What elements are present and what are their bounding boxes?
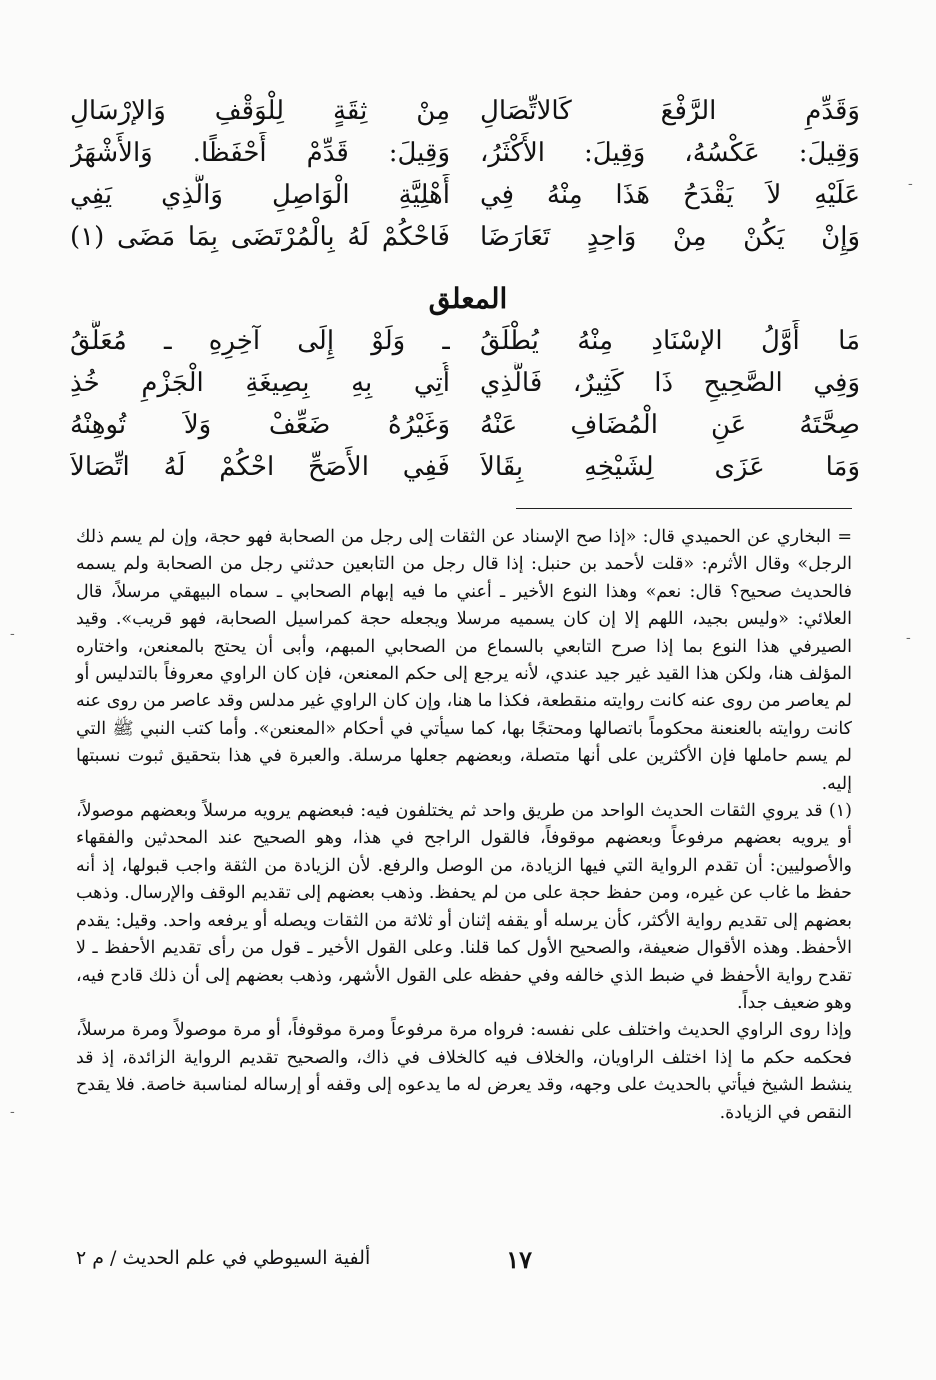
footnote-divider xyxy=(516,508,852,509)
verse-row xyxy=(70,90,860,132)
verse-right-hemistich: وَمَا عَزَى لِشَيْخِهِ بِقَالاَ xyxy=(480,452,860,482)
verse-right-hemistich: وَإِنْ يَكُنْ مِنْ وَاحِدٍ تَعَارَضَا xyxy=(480,222,860,252)
verse-row xyxy=(70,404,860,446)
verse-row xyxy=(70,446,860,488)
verse-row xyxy=(70,320,860,362)
margin-mark: - xyxy=(10,626,15,642)
verse-right-hemistich: وَفِي الصَّحِيحِ ذَا كَثِيرٌ، فَالَّذِي xyxy=(480,368,860,398)
verse-left-hemistich: فَفِي الأَصَحِّ احْكُمْ لَهُ اتِّصَالاَ xyxy=(70,452,450,482)
verse-row xyxy=(70,362,860,404)
footnote-1: (١) قد يروي الثقات الحديث الواحد من طريق واحد ثم يختلفون فيه: فبعضهم يرويه مرسلاً وبعضهم موصولاً، أو يرويه بعضهم مرفوعاً وبعضهم موقوفاً، فالقول الراجح في هذا، وهو الصحيح عند المحدثين والفقهاء والأصوليين: أن تقدم الرواية التي فيها الزيادة، من الوصل والرفع. لأن الزيادة من الثقة واجب قبولها، إذ أنه حفظ ما غاب عن غيره، ومن حفظ حجة على من لم يحفظ. وذهب بعضهم إلى تقديم الوقف والإرسال. وذهب بعضهم إلى تقديم رواية الأكثر، كأن يرسله أو يقفه إثنان أو ثلاثة من الثقات ويصله أو يرفعه واحد. وقيل: يقدم الأحفظ. وهذه الأقوال ضعيفة، والصحيح الأول كما قلنا. وعلى القول الأخير ـ قول من رأى تقديم الأحفظ ـ لا تقدح رواية الأحفظ في ضبط الذي خالفه وفي حفظه على القول الأشهر، وذهب بعضهم إلى أن ذلك قادح فيه، وهو ضعيف جداً. xyxy=(76,801,852,1013)
book-title: ألفية السيوطي في علم الحديث / م ٢ xyxy=(76,1247,371,1269)
margin-mark: - xyxy=(906,630,911,646)
verse-left-hemistich: أَهْلِيَّةِ الْوَاصِلِ وَالَّذِي يَفِي xyxy=(70,180,450,210)
verse-left-hemistich: فَاحْكُمْ لَهُ بِالْمُرْتَضَى بِمَا مَضَى (١) xyxy=(70,222,450,252)
verse-right-hemistich: مَا أَوَّلُ الإسْنَادِ مِنْهُ يُطْلَقُ xyxy=(480,326,860,356)
verse-right-hemistich: وَقِيلَ: عَكْسُهُ، وَقِيلَ: الأَكْثَرُ، xyxy=(480,138,860,168)
verse-left-hemistich: مِنْ ثِقَةٍ لِلْوَقْفِ وَالإرْسَالِ xyxy=(70,96,450,126)
margin-mark: - xyxy=(10,1104,15,1120)
footnote-paragraph: وإذا روى الراوي الحديث واختلف على نفسه: فرواه مرة مرفوعاً ومرة موقوفاً، أو مرة موصولاً ومرة مرسلاً، فحكمه حكم ما إذا اختلف الراويان، والخلاف فيه كالخلاف في ذاك، والصحيح تقديم الرواية الزائدة، إذ قد ينشط الشيخ فيأتي بالحديث على وجهه، وقد يعرض له ما يدعوه إلى وقفه أو إرساله لمناسبة خاصة. فلا يقدح النقص في الزيادة. xyxy=(76,1020,852,1123)
verses-top xyxy=(70,90,860,258)
verse-right-hemistich: وَقَدِّمِ الرَّفْعَ كَالاتِّصَالِ xyxy=(480,96,860,126)
verse-row xyxy=(70,174,860,216)
verse-row xyxy=(70,216,860,258)
page-number: ١٧ xyxy=(506,1245,532,1274)
verse-right-hemistich: عَلَيْهِ لاَ يَقْدَحُ هَذَا مِنْهُ فِي xyxy=(480,180,860,210)
page-footer xyxy=(76,1245,852,1285)
verse-left-hemistich: وَغَيْرُهُ ضَعِّفْ وَلاَ تُوهِنْهُ xyxy=(70,410,450,440)
verse-left-hemistich: ـ وَلَوْ إِلَى آخِرِهِ ـ مُعَلَّقُ xyxy=(70,326,450,356)
section-heading: المعلق xyxy=(428,282,508,315)
margin-mark: - xyxy=(908,176,913,192)
footnotes xyxy=(76,524,852,1127)
verse-left-hemistich: وَقِيلَ: قَدِّمْ أَحْفَظًا. وَالأَشْهَرُ xyxy=(70,138,450,168)
footnote-continuation: = البخاري عن الحميدي قال: «إذا صح الإسناد عن الثقات إلى رجل من الصحابة فهو حجة، وإن لم يسم ذلك الرجل» وقال الأثرم: «قلت لأحمد بن حنبل: إذا قال رجل من التابعين حدثني رجل من الصحابة ولم يسمه فالحديث صحيح؟ قال: نعم» وهذا النوع الأخير ـ أعني ما فيه إبهام الصحابي ـ سماه البيهقي مرسلاً، قال العلائي: «وليس بجيد، اللهم إلا إن كان يسميه مرسلا ويجعله حجة كمراسيل الصحابة، فهو قريب». وقيد الصيرفي هذا النوع بما إذا صرح التابعي بالسماع من الصحابي المبهم، وأبى أن يحتج بالمعنعن، واختاره المؤلف هنا، ولكن هذا القيد غير جيد عندي، لأنه يرجع إلى حكم المعنعن، فإن كان الراوي معروفاً بالتدليس أو لم يعاصر من روى عنه كانت روايته منقطعة، فكذا ما هنا، وإن كان الراوي غير مدلس وقد عاصر من روى عنه كانت روايته بالعنعنة محكوماً باتصالها ومحتجًا بها، كما سيأتي في أحكام «المعنعن». وأما كتب النبي ﷺ التي لم يسم حاملها فإن الأكثرين على أنها متصلة، وبعضهم جعلها مرسلة. والعبرة في هذا بتحقيق ثبوت نسبتها إليه. xyxy=(76,527,852,794)
verse-left-hemistich: أُتِي بِهِ بِصِيغَةِ الْجَزْمِ خُذِ xyxy=(70,368,450,398)
verses-bottom xyxy=(70,320,860,488)
verse-row xyxy=(70,132,860,174)
verse-right-hemistich: صِحَّتَهُ عَنِ الْمُضَافِ عَنْهُ xyxy=(480,410,860,440)
